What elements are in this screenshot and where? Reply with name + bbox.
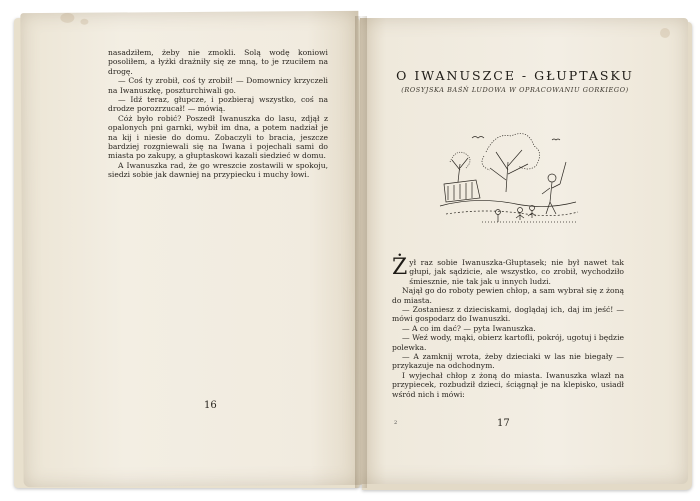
story-title: O IWANUSZCE - GŁUPTASKU	[396, 68, 634, 83]
book-gutter	[355, 16, 367, 488]
paragraph: — Idź teraz, głupcze, i pozbieraj wszystko, coś na drodze porozrzucał! — mówią.	[108, 95, 328, 114]
paragraph: — Weź wody, mąki, obierz kartofli, pokrój, ugotuj i będzie polewka.	[392, 333, 624, 352]
paper-stain	[80, 19, 88, 25]
paragraph: — A zamknij wrota, żeby dzieciaki w las nie biegały — przykazuje na odchodnym.	[392, 352, 624, 371]
paragraph: nasadziłem, żeby nie zmokli. Solą wodę koniowi posoliłem, a łyżki drażniły się ze mną, to je rzuciłem na drogę.	[108, 48, 328, 76]
right-page-number: 17	[497, 418, 510, 429]
left-page-text	[108, 48, 328, 180]
paper-stain	[660, 28, 670, 38]
left-page-number: 16	[204, 400, 217, 411]
paragraph: — A co im dać? — pyta Iwanuszka.	[402, 323, 536, 333]
paragraph: — Zostaniesz z dzieciskami, doglądaj ich, daj im jeść! — mówi gospodarz do Iwanuszki.	[392, 305, 624, 324]
paragraph: Najął go do roboty pewien chłop, a sam wybrał się z żoną do miasta.	[392, 286, 624, 305]
printer-mark: 2	[394, 420, 398, 426]
paper-stain	[60, 13, 74, 23]
paragraph: Żył raz sobie Iwanuszka-Głuptasek; nie był nawet tak głupi, jak sądzicie, ale wszystko, co zrobił, wychodziło śmiesznie, nie tak jak u innych ludzi.	[392, 255, 624, 286]
paragraph: I wyjechał chłop z żoną do miasta. Iwanuszka wlazł na przypiecek, rozbudził dzieci, ściągnął je na klepisko, usiadł wśród nich i mówi:	[392, 370, 624, 399]
story-subtitle: (ROSYJSKA BAŚŃ LUDOWA W OPRACOWANIU GORKIEGO)	[401, 86, 629, 94]
paragraph: A Iwanuszka rad, że go wreszcie zostawili w spokoju, siedzi sobie jak dawniej na przypiecku i muchy łowi.	[108, 160, 328, 180]
drop-cap: Ż	[392, 255, 408, 280]
right-page-text	[392, 255, 624, 399]
story-illustration	[436, 122, 582, 232]
paragraph: Cóż było robić? Poszedł Iwanuszka do lasu, zdjął z opalonych pni garnki, wybił im dna, a potem nadział je na kij i niesie do domu. Zobaczyli to bracia, jeszcze bardziej rozgniewali się na Iwana i pojechali sami do miasta po zakupy, a głuptaskowi kazali siedzieć w domu.	[108, 113, 328, 161]
paragraph: — Coś ty zrobił, coś ty zrobił! — Domownicy krzyczeli na Iwanuszkę, poszturchiwali go.	[108, 76, 328, 95]
